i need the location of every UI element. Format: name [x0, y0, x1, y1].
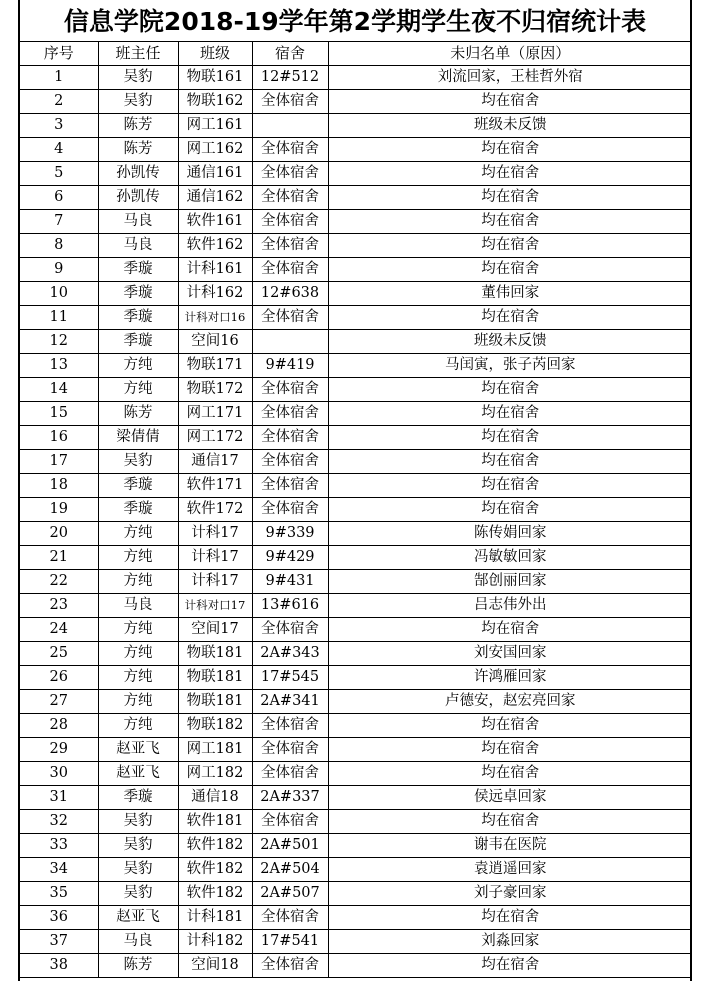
row-number-cell: 12: [20, 330, 98, 354]
table-row: [20, 498, 692, 522]
absent-list-cell: 谢韦在医院: [328, 834, 692, 858]
row-number-cell: 10: [20, 282, 98, 306]
absent-list-cell: 吕志伟外出: [328, 594, 692, 618]
class-cell: 软件182: [178, 834, 252, 858]
absent-list-cell: 均在宿舍: [328, 234, 692, 258]
class-cell: 通信162: [178, 186, 252, 210]
table-row: [20, 378, 692, 402]
class-cell: 网工161: [178, 114, 252, 138]
dorm-cell: 9#339: [252, 522, 328, 546]
table-row: [20, 90, 692, 114]
header-teacher: 班主任: [98, 42, 178, 66]
class-cell: 计科17: [178, 570, 252, 594]
dorm-cell: 全体宿舍: [252, 402, 328, 426]
row-number-cell: 32: [20, 810, 98, 834]
table-row: [20, 954, 692, 978]
teacher-cell: 马良: [98, 234, 178, 258]
teacher-cell: 吴豹: [98, 66, 178, 90]
dorm-cell: 全体宿舍: [252, 762, 328, 786]
table-row: [20, 858, 692, 882]
row-number-cell: 9: [20, 258, 98, 282]
teacher-cell: 赵亚飞: [98, 762, 178, 786]
dorm-cell: 2A#504: [252, 858, 328, 882]
row-number-cell: 30: [20, 762, 98, 786]
absent-list-cell: 刘淼回家: [328, 930, 692, 954]
absent-list-cell: 均在宿舍: [328, 810, 692, 834]
class-cell: 物联161: [178, 66, 252, 90]
table-row: [20, 210, 692, 234]
table-row: [20, 474, 692, 498]
row-number-cell: 14: [20, 378, 98, 402]
row-number-cell: 17: [20, 450, 98, 474]
dorm-cell: 全体宿舍: [252, 306, 328, 330]
class-cell: 软件171: [178, 474, 252, 498]
absent-list-cell: 均在宿舍: [328, 210, 692, 234]
teacher-cell: 季璇: [98, 306, 178, 330]
absent-list-cell: 班级未反馈: [328, 114, 692, 138]
dorm-cell: 全体宿舍: [252, 378, 328, 402]
class-cell: 网工182: [178, 762, 252, 786]
absent-list-cell: 均在宿舍: [328, 450, 692, 474]
class-cell: 网工171: [178, 402, 252, 426]
dorm-cell: 全体宿舍: [252, 474, 328, 498]
dorm-cell: 全体宿舍: [252, 258, 328, 282]
table-row: [20, 162, 692, 186]
row-number-cell: 11: [20, 306, 98, 330]
teacher-cell: 方纯: [98, 690, 178, 714]
dorm-cell: 9#429: [252, 546, 328, 570]
table-row: [20, 906, 692, 930]
dorm-cell: 13#616: [252, 594, 328, 618]
dorm-cell: 全体宿舍: [252, 210, 328, 234]
table-row: [20, 738, 692, 762]
teacher-cell: 季璇: [98, 786, 178, 810]
row-number-cell: 19: [20, 498, 98, 522]
absent-list-cell: 均在宿舍: [328, 426, 692, 450]
class-cell: 软件161: [178, 210, 252, 234]
absent-list-cell: 均在宿舍: [328, 162, 692, 186]
row-number-cell: 29: [20, 738, 98, 762]
statistics-sheet: [18, 0, 692, 981]
row-number-cell: 5: [20, 162, 98, 186]
absent-list-cell: 均在宿舍: [328, 762, 692, 786]
row-number-cell: 22: [20, 570, 98, 594]
class-cell: 软件182: [178, 882, 252, 906]
absent-list-cell: 刘子豪回家: [328, 882, 692, 906]
sheet-title: 信息学院2018-19学年第2学期学生夜不归宿统计表: [20, 0, 690, 42]
dorm-cell: 全体宿舍: [252, 234, 328, 258]
class-cell: 物联172: [178, 378, 252, 402]
teacher-cell: 孙凯传: [98, 162, 178, 186]
absent-list-cell: 班级未反馈: [328, 330, 692, 354]
class-cell: 计科181: [178, 906, 252, 930]
absent-list-cell: 刘安国回家: [328, 642, 692, 666]
dorm-cell: 12#512: [252, 66, 328, 90]
dorm-cell: 全体宿舍: [252, 810, 328, 834]
teacher-cell: 吴豹: [98, 810, 178, 834]
row-number-cell: 27: [20, 690, 98, 714]
table-row: [20, 642, 692, 666]
table-row: [20, 522, 692, 546]
teacher-cell: 陈芳: [98, 114, 178, 138]
class-cell: 软件182: [178, 858, 252, 882]
dorm-cell: 2A#343: [252, 642, 328, 666]
class-cell: 计科17: [178, 546, 252, 570]
row-number-cell: 21: [20, 546, 98, 570]
absent-list-cell: 郜创丽回家: [328, 570, 692, 594]
header-absent-list: 未归名单（原因）: [328, 42, 692, 66]
teacher-cell: 季璇: [98, 258, 178, 282]
table-row: [20, 714, 692, 738]
table-row: [20, 330, 692, 354]
class-cell: 空间17: [178, 618, 252, 642]
dorm-cell: 2A#337: [252, 786, 328, 810]
absent-list-cell: 刘流回家，王桂哲外宿: [328, 66, 692, 90]
row-number-cell: 8: [20, 234, 98, 258]
row-number-cell: 2: [20, 90, 98, 114]
absent-list-cell: 均在宿舍: [328, 714, 692, 738]
dorm-cell: 全体宿舍: [252, 738, 328, 762]
absent-list-cell: 卢德安，赵宏亮回家: [328, 690, 692, 714]
row-number-cell: 1: [20, 66, 98, 90]
teacher-cell: 吴豹: [98, 834, 178, 858]
absent-list-cell: 均在宿舍: [328, 186, 692, 210]
header-dorm: 宿舍: [252, 42, 328, 66]
class-cell: 计科182: [178, 930, 252, 954]
dorm-cell: 全体宿舍: [252, 498, 328, 522]
class-cell: 网工162: [178, 138, 252, 162]
table-row: [20, 354, 692, 378]
header-class: 班级: [178, 42, 252, 66]
row-number-cell: 36: [20, 906, 98, 930]
class-cell: 计科162: [178, 282, 252, 306]
absent-list-cell: 均在宿舍: [328, 378, 692, 402]
dorm-cell: 12#638: [252, 282, 328, 306]
absent-list-cell: 均在宿舍: [328, 138, 692, 162]
table-row: [20, 138, 692, 162]
row-number-cell: 20: [20, 522, 98, 546]
teacher-cell: 赵亚飞: [98, 738, 178, 762]
class-cell: 软件162: [178, 234, 252, 258]
dorm-cell: 17#545: [252, 666, 328, 690]
teacher-cell: 方纯: [98, 546, 178, 570]
absent-list-cell: 董伟回家: [328, 282, 692, 306]
class-cell: 物联171: [178, 354, 252, 378]
table-row: [20, 666, 692, 690]
row-number-cell: 31: [20, 786, 98, 810]
teacher-cell: 马良: [98, 930, 178, 954]
absent-list-cell: 均在宿舍: [328, 498, 692, 522]
class-cell: 空间18: [178, 954, 252, 978]
table-row: [20, 402, 692, 426]
class-cell: 软件181: [178, 810, 252, 834]
absent-list-cell: 均在宿舍: [328, 954, 692, 978]
row-number-cell: 4: [20, 138, 98, 162]
dorm-cell: [252, 114, 328, 138]
header-row: [20, 42, 692, 66]
row-number-cell: 6: [20, 186, 98, 210]
teacher-cell: 方纯: [98, 714, 178, 738]
dorm-cell: 9#431: [252, 570, 328, 594]
class-cell: 软件172: [178, 498, 252, 522]
table-row: [20, 594, 692, 618]
class-cell: 通信161: [178, 162, 252, 186]
class-cell: 物联181: [178, 642, 252, 666]
dorm-cell: 17#541: [252, 930, 328, 954]
row-number-cell: 16: [20, 426, 98, 450]
dorm-cell: 全体宿舍: [252, 954, 328, 978]
teacher-cell: 季璇: [98, 474, 178, 498]
table-body: [20, 66, 692, 978]
row-number-cell: 38: [20, 954, 98, 978]
dorm-cell: 全体宿舍: [252, 714, 328, 738]
class-cell: 计科17: [178, 522, 252, 546]
absent-list-cell: 冯敏敏回家: [328, 546, 692, 570]
absent-list-cell: 均在宿舍: [328, 90, 692, 114]
header-number: 序号: [20, 42, 98, 66]
teacher-cell: 季璇: [98, 498, 178, 522]
teacher-cell: 季璇: [98, 330, 178, 354]
absent-list-cell: 均在宿舍: [328, 474, 692, 498]
table-row: [20, 234, 692, 258]
teacher-cell: 方纯: [98, 378, 178, 402]
teacher-cell: 赵亚飞: [98, 906, 178, 930]
table-row: [20, 66, 692, 90]
row-number-cell: 13: [20, 354, 98, 378]
teacher-cell: 方纯: [98, 354, 178, 378]
class-cell: 物联182: [178, 714, 252, 738]
teacher-cell: 季璇: [98, 282, 178, 306]
table-row: [20, 186, 692, 210]
row-number-cell: 37: [20, 930, 98, 954]
absent-list-cell: 袁逍遥回家: [328, 858, 692, 882]
dorm-cell: 全体宿舍: [252, 162, 328, 186]
absent-list-cell: 均在宿舍: [328, 618, 692, 642]
dorm-cell: 2A#501: [252, 834, 328, 858]
table-row: [20, 690, 692, 714]
row-number-cell: 18: [20, 474, 98, 498]
table-row: [20, 306, 692, 330]
class-cell: 计科161: [178, 258, 252, 282]
absent-list-cell: 均在宿舍: [328, 258, 692, 282]
dorm-cell: 全体宿舍: [252, 186, 328, 210]
teacher-cell: 吴豹: [98, 450, 178, 474]
teacher-cell: 方纯: [98, 522, 178, 546]
table-row: [20, 570, 692, 594]
dorm-cell: 全体宿舍: [252, 426, 328, 450]
dorm-cell: 全体宿舍: [252, 618, 328, 642]
class-cell: 计科对口16: [178, 306, 252, 330]
dorm-cell: 9#419: [252, 354, 328, 378]
statistics-table: [20, 42, 692, 978]
teacher-cell: 梁倩倩: [98, 426, 178, 450]
table-row: [20, 450, 692, 474]
teacher-cell: 马良: [98, 210, 178, 234]
table-row: [20, 618, 692, 642]
row-number-cell: 26: [20, 666, 98, 690]
teacher-cell: 吴豹: [98, 858, 178, 882]
row-number-cell: 33: [20, 834, 98, 858]
teacher-cell: 陈芳: [98, 138, 178, 162]
absent-list-cell: 均在宿舍: [328, 738, 692, 762]
class-cell: 通信18: [178, 786, 252, 810]
row-number-cell: 34: [20, 858, 98, 882]
table-row: [20, 930, 692, 954]
absent-list-cell: 侯远卓回家: [328, 786, 692, 810]
class-cell: 网工181: [178, 738, 252, 762]
table-row: [20, 882, 692, 906]
teacher-cell: 陈芳: [98, 954, 178, 978]
teacher-cell: 方纯: [98, 618, 178, 642]
teacher-cell: 方纯: [98, 570, 178, 594]
table-row: [20, 114, 692, 138]
teacher-cell: 吴豹: [98, 882, 178, 906]
table-row: [20, 810, 692, 834]
teacher-cell: 方纯: [98, 666, 178, 690]
class-cell: 网工172: [178, 426, 252, 450]
table-row: [20, 426, 692, 450]
dorm-cell: [252, 330, 328, 354]
absent-list-cell: 均在宿舍: [328, 402, 692, 426]
absent-list-cell: 均在宿舍: [328, 906, 692, 930]
table-row: [20, 282, 692, 306]
absent-list-cell: 许鸿雁回家: [328, 666, 692, 690]
table-row: [20, 258, 692, 282]
absent-list-cell: 均在宿舍: [328, 306, 692, 330]
row-number-cell: 25: [20, 642, 98, 666]
dorm-cell: 全体宿舍: [252, 90, 328, 114]
class-cell: 通信17: [178, 450, 252, 474]
table-row: [20, 834, 692, 858]
row-number-cell: 24: [20, 618, 98, 642]
class-cell: 计科对口17: [178, 594, 252, 618]
teacher-cell: 方纯: [98, 642, 178, 666]
table-row: [20, 786, 692, 810]
absent-list-cell: 陈传娟回家: [328, 522, 692, 546]
class-cell: 物联162: [178, 90, 252, 114]
dorm-cell: 2A#341: [252, 690, 328, 714]
teacher-cell: 陈芳: [98, 402, 178, 426]
absent-list-cell: 马闰寅，张子芮回家: [328, 354, 692, 378]
row-number-cell: 7: [20, 210, 98, 234]
row-number-cell: 3: [20, 114, 98, 138]
class-cell: 空间16: [178, 330, 252, 354]
class-cell: 物联181: [178, 690, 252, 714]
row-number-cell: 35: [20, 882, 98, 906]
dorm-cell: 2A#507: [252, 882, 328, 906]
teacher-cell: 吴豹: [98, 90, 178, 114]
row-number-cell: 23: [20, 594, 98, 618]
dorm-cell: 全体宿舍: [252, 138, 328, 162]
teacher-cell: 马良: [98, 594, 178, 618]
table-row: [20, 546, 692, 570]
teacher-cell: 孙凯传: [98, 186, 178, 210]
row-number-cell: 28: [20, 714, 98, 738]
dorm-cell: 全体宿舍: [252, 906, 328, 930]
class-cell: 物联181: [178, 666, 252, 690]
dorm-cell: 全体宿舍: [252, 450, 328, 474]
row-number-cell: 15: [20, 402, 98, 426]
table-row: [20, 762, 692, 786]
